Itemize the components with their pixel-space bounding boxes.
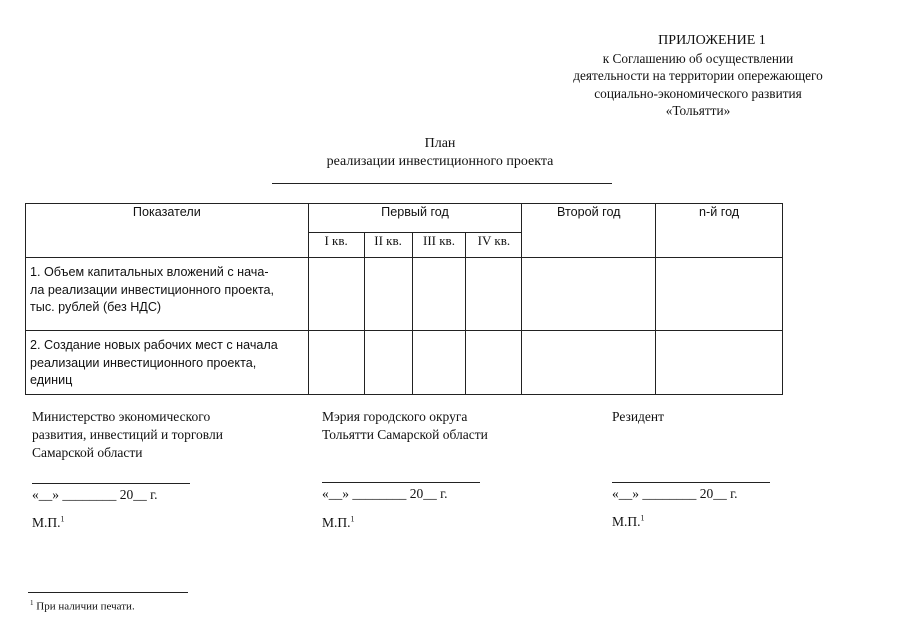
cell-empty[interactable] [308, 258, 364, 331]
cell-empty[interactable] [522, 331, 656, 395]
table-row [26, 258, 783, 331]
appendix-line: социально-экономического развития [594, 85, 802, 101]
table-header-row [26, 204, 783, 233]
plan-title [240, 135, 640, 171]
signature-line [612, 482, 770, 483]
row-label-new-jobs: 2. Создание новых рабочих мест с начала реализации инвестиционного проекта, единиц [26, 331, 309, 395]
party-name: развития, инвестиций и торговли [32, 427, 223, 443]
stamp-label: М.П.$^1$ [322, 514, 355, 530]
signature-line [32, 483, 190, 484]
date-field: «__» ________ 20__ г. [612, 486, 738, 502]
cell-empty[interactable] [364, 331, 412, 395]
stamp-label: М.П.$^1$ [32, 514, 65, 530]
date-field: «__» ________ 20__ г. [322, 486, 448, 502]
party-name: Мэрия городского округа [322, 409, 468, 424]
footnote-divider [28, 592, 188, 593]
stamp-label: М.П.$^1$ [612, 513, 645, 530]
row-label-capital-investment: 1. Объем капитальных вложений с нача- ла реализации инвестиционного проекта, тыс. рублей (без НДС) [26, 258, 309, 331]
signature-block-city-hall [322, 408, 488, 532]
party-name: Самарской области [32, 445, 143, 461]
header-nth-year: n-й год [656, 204, 783, 258]
cell-empty[interactable] [308, 331, 364, 395]
cell-empty[interactable] [412, 258, 466, 331]
appendix-line: к Соглашению об осуществлении [602, 51, 794, 67]
party-name: Тольятти Самарской области [322, 427, 488, 443]
table-row [26, 331, 783, 395]
header-second-year: Второй год [522, 204, 656, 258]
party-name: Министерство экономического [32, 409, 211, 424]
appendix-line: деятельности на территории опережающего [573, 68, 823, 84]
header-quarter-2: II кв. [364, 233, 412, 258]
cell-empty[interactable] [466, 258, 522, 331]
cell-empty[interactable] [522, 258, 656, 331]
signature-block-ministry [32, 408, 223, 532]
cell-empty[interactable] [412, 331, 466, 395]
title-underline [272, 183, 612, 184]
appendix-header [548, 32, 848, 119]
cell-empty[interactable] [466, 331, 522, 395]
cell-empty[interactable] [656, 258, 783, 331]
party-name: Резидент [612, 409, 665, 424]
appendix-line: «Тольятти» [665, 103, 731, 119]
signature-block-resident [612, 408, 770, 532]
header-indicators: Показатели [26, 204, 309, 258]
date-field: «__» ________ 20__ г. [32, 486, 158, 502]
header-first-year: Первый год [308, 204, 522, 233]
footnote: $^1$ При наличии печати. [30, 599, 135, 613]
header-quarter-4: IV кв. [466, 233, 522, 258]
signature-line [322, 482, 480, 483]
cell-empty[interactable] [656, 331, 783, 395]
plan-title-line: реализации инвестиционного проекта [326, 154, 554, 170]
investment-plan-table [25, 203, 783, 395]
plan-title-line: План [424, 136, 456, 151]
appendix-title: ПРИЛОЖЕНИЕ 1 [658, 33, 766, 48]
header-quarter-1: I кв. [308, 233, 364, 258]
header-quarter-3: III кв. [412, 233, 466, 258]
cell-empty[interactable] [364, 258, 412, 331]
